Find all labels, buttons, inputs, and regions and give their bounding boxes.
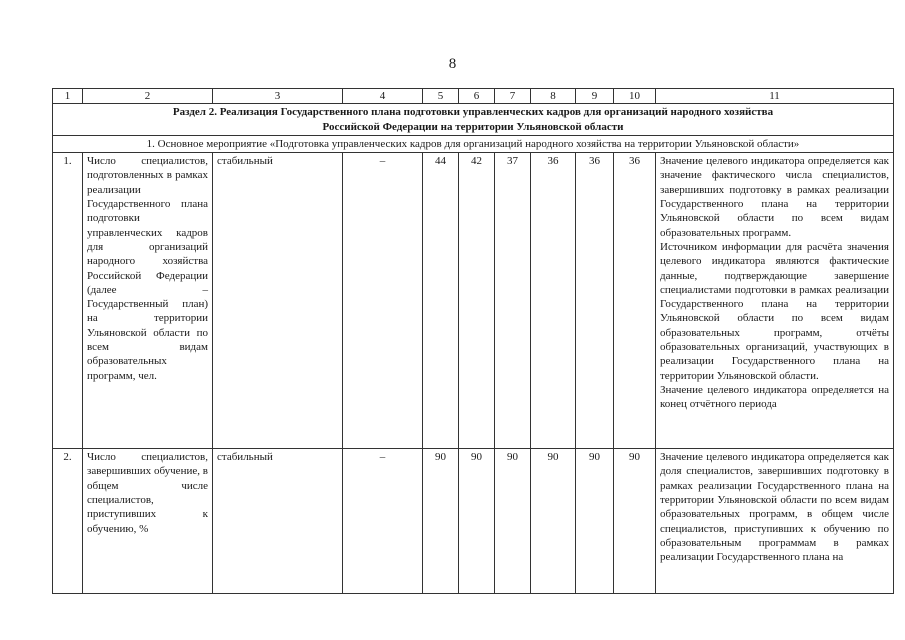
value-col6: 90 [459, 449, 495, 594]
value-col9: 90 [576, 449, 614, 594]
value-col6: 42 [459, 153, 495, 449]
indicator-dynamics: стабильный [213, 449, 343, 594]
section-title-line2: Российской Федерации на территории Ульяновской области [322, 120, 624, 133]
column-header: 9 [576, 89, 614, 104]
description-paragraph: Значение целевого индикатора определяется как значение фактического числа специалистов, завершивших подготовку в рамках реализации Государственного плана на территории Ульяновской области по всем видам образовательных программ. [660, 155, 889, 239]
section-title-line1: Раздел 2. Реализация Государственного плана подготовки управленческих кадров для организаций народного хозяйства [172, 106, 774, 119]
description-paragraph: Источником информации для расчёта значения целевого индикатора являются фактические данные, подтверждающие завершение специалистами подготовки в рамках реализации Государственного плана на территории Ульяновской области по всем видам образовательных программ, отчёты образовательных организаций, участвующих в реализации Государственного плана на территории Ульяновской области. [660, 240, 889, 382]
column-numbers-row [53, 89, 894, 104]
value-col9: 36 [576, 153, 614, 449]
column-header: 11 [656, 89, 894, 104]
table-row [53, 153, 894, 449]
base-value: – [343, 153, 423, 449]
table-row [53, 449, 894, 594]
indicator-name: Число специалистов, завершивших обучение, в общем числе специалистов, приступивших к обучению, % [83, 449, 213, 594]
value-col7: 37 [495, 153, 531, 449]
value-col10: 90 [614, 449, 656, 594]
value-col5: 44 [423, 153, 459, 449]
column-header: 2 [83, 89, 213, 104]
value-col5: 90 [423, 449, 459, 594]
value-col8: 36 [531, 153, 576, 449]
column-header: 4 [343, 89, 423, 104]
description-paragraph: Значение целевого индикатора определяется на конец отчётного периода [660, 383, 889, 411]
column-header: 3 [213, 89, 343, 104]
description-paragraph: Значение целевого индикатора определяется как доля специалистов, завершивших подготовку в рамках реализации Государственного плана на территории Ульяновской области по всем видам образовательных программ, в общем числе специалистов, приступивших к обучению по образовательным программам в рамках реализации Государственного плана на [660, 451, 889, 564]
column-header: 8 [531, 89, 576, 104]
column-header: 1 [53, 89, 83, 104]
row-number: 1. [53, 153, 83, 449]
page-number: 8 [448, 56, 457, 72]
indicator-description [656, 449, 894, 594]
indicator-dynamics: стабильный [213, 153, 343, 449]
column-header: 10 [614, 89, 656, 104]
base-value: – [343, 449, 423, 594]
value-col7: 90 [495, 449, 531, 594]
section-title [53, 104, 894, 136]
value-col8: 90 [531, 449, 576, 594]
row-number: 2. [53, 449, 83, 594]
column-header: 5 [423, 89, 459, 104]
activity-row [53, 135, 894, 152]
column-header: 6 [459, 89, 495, 104]
section-title-row [53, 104, 894, 136]
indicator-name: Число специалистов, подготовленных в рамках реализации Государственного плана подготовки управленческих кадров для организаций народного хозяйства Российской Федерации (далее – Государственный план) на территории Ульяновской области по всем видам образовательных программ, чел. [83, 153, 213, 449]
indicator-description [656, 153, 894, 449]
column-header: 7 [495, 89, 531, 104]
indicators-table [52, 88, 894, 594]
value-col10: 36 [614, 153, 656, 449]
activity-title: 1. Основное мероприятие «Подготовка управленческих кадров для организаций народного хозяйства на территории Ульяновской области» [53, 135, 894, 152]
